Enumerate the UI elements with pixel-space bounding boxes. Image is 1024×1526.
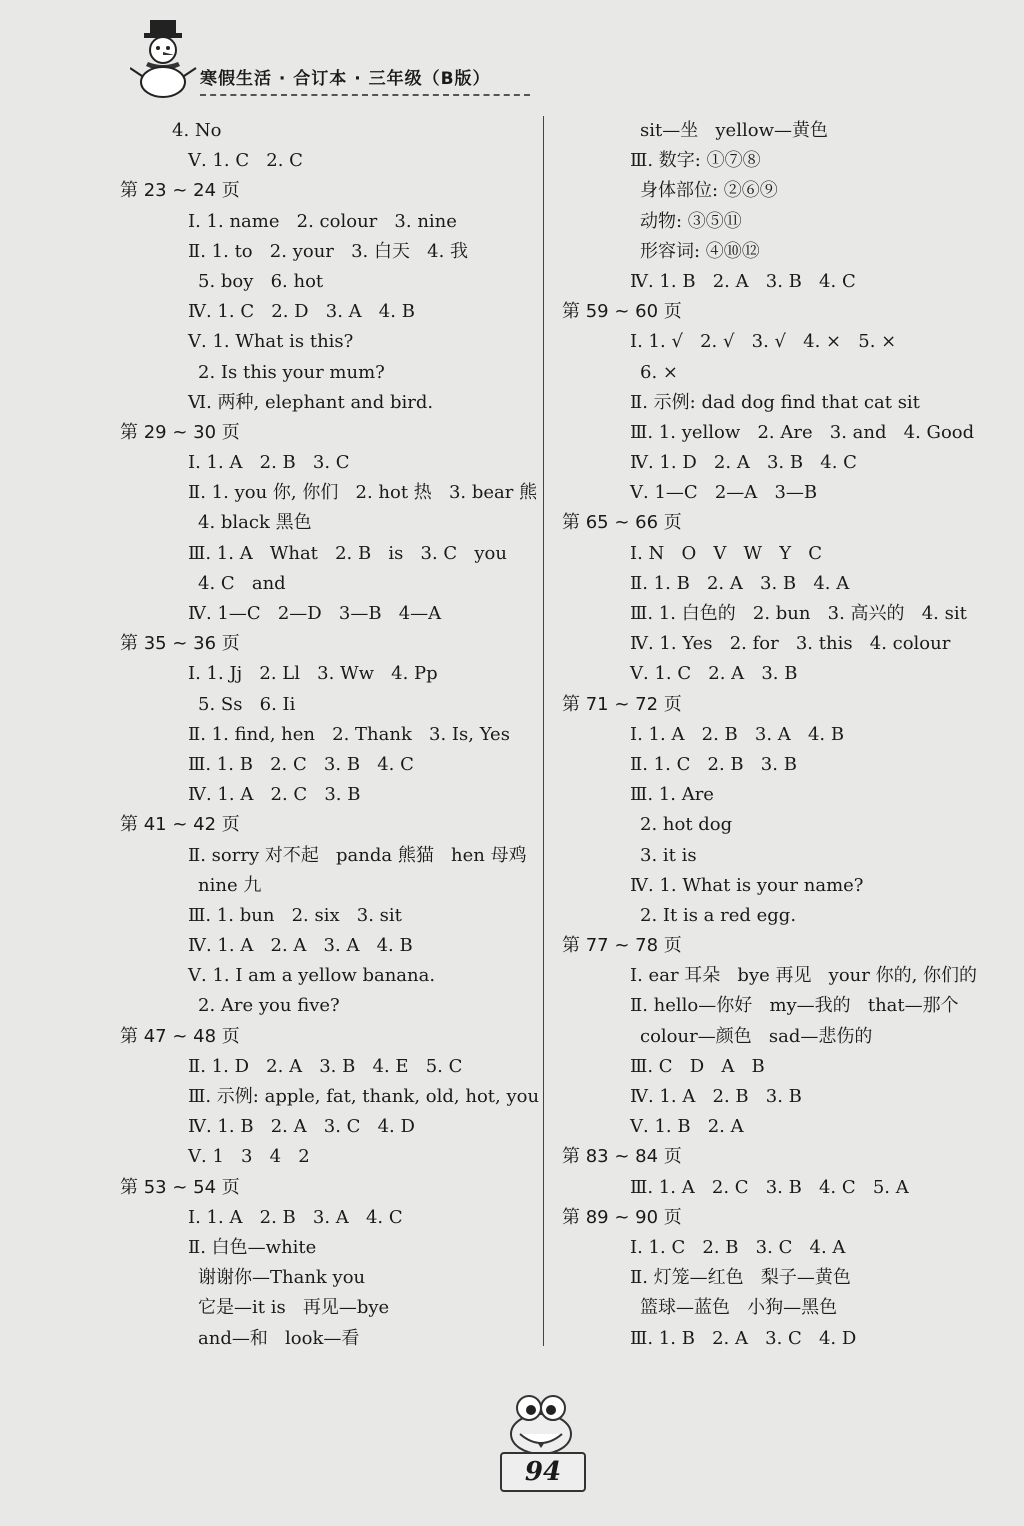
answer-line: Ⅰ. 1. A 2. B 3. A 4. C [188, 1206, 403, 1228]
answer-line: Ⅰ. 1. C 2. B 3. C 4. A [630, 1236, 846, 1258]
answer-line: Ⅳ. 1. C 2. D 3. A 4. B [188, 301, 415, 323]
answer-line: and—和 look—看 [198, 1327, 360, 1349]
section-heading: 第 47 ~ 48 页 [120, 1025, 240, 1047]
answer-line: Ⅳ. 1. A 2. B 3. B [630, 1086, 802, 1107]
answer-line: Ⅲ. 1. 白色的 2. bun 3. 高兴的 4. sit [630, 603, 967, 624]
answer-line: 4. No [172, 120, 222, 141]
answer-line: Ⅳ. 1. A 2. C 3. B [188, 784, 361, 806]
answer-line: Ⅲ. 1. yellow 2. Are 3. and 4. Good [630, 421, 975, 443]
answer-line: Ⅱ. 1. B 2. A 3. B 4. A [630, 572, 850, 594]
answer-line: Ⅲ. 1. B 2. C 3. B 4. C [188, 753, 414, 775]
answer-line: Ⅴ. 1. What is this? [188, 331, 354, 353]
answer-line: Ⅲ. 1. A What 2. B is 3. C you [188, 542, 507, 564]
page-number: 94 [500, 1452, 586, 1492]
answer-line: Ⅴ. 1 3 4 2 [188, 1146, 310, 1168]
answer-line: sit—坐 yellow—黄色 [640, 120, 828, 141]
answer-line: Ⅱ. 1. to 2. your 3. 白天 4. 我 [188, 240, 469, 262]
right-column [562, 116, 1002, 1354]
answer-line: 谢谢你—Thank you [198, 1267, 366, 1289]
section-heading: 第 29 ~ 30 页 [120, 421, 240, 443]
answer-line: 5. boy 6. hot [198, 270, 324, 292]
answer-line: Ⅲ. 1. bun 2. six 3. sit [188, 904, 402, 926]
answer-line: Ⅲ. 数字: ①⑦⑧ [630, 150, 761, 172]
answer-line: Ⅲ. 1. Are [630, 784, 714, 806]
answer-line: Ⅱ. sorry 对不起 panda 熊猫 hen 母鸡 [188, 844, 527, 866]
answer-line: Ⅱ. 1. C 2. B 3. B [630, 753, 797, 775]
section-heading: 第 65 ~ 66 页 [562, 512, 682, 534]
answer-line: Ⅲ. 示例: apple, fat, thank, old, hot, you [188, 1086, 540, 1107]
answer-line: colour—颜色 sad—悲伤的 [640, 1025, 873, 1047]
answer-line: Ⅲ. C D A B [630, 1055, 765, 1077]
answer-line: Ⅳ. 1. Yes 2. for 3. this 4. colour [630, 633, 951, 655]
answer-line: 3. it is [640, 844, 697, 866]
answer-line: 2. Is this your mum? [198, 361, 385, 383]
answer-line: 2. Are you five? [198, 995, 340, 1017]
column-divider [543, 116, 544, 1346]
answer-line: 身体部位: ②⑥⑨ [640, 180, 778, 202]
answer-line: Ⅰ. N O V W Y C [630, 542, 823, 564]
header-title: 寒假生活 · 合订本 · 三年级（B版） [200, 69, 491, 89]
section-heading: 第 23 ~ 24 页 [120, 180, 240, 202]
answer-line: Ⅴ. 1. B 2. A [630, 1116, 744, 1138]
answer-line: Ⅳ. 1—C 2—D 3—B 4—A [188, 603, 442, 624]
section-heading: 第 71 ~ 72 页 [562, 693, 682, 715]
section-heading: 第 35 ~ 36 页 [120, 633, 240, 655]
snowman-icon [130, 18, 200, 98]
answer-line: Ⅰ. ear 耳朵 bye 再见 your 你的, 你们的 [630, 965, 978, 987]
answer-line: 5. Ss 6. Ii [198, 693, 296, 715]
answer-line: Ⅴ. 1. C 2. A 3. B [630, 663, 798, 685]
answer-line: 它是—it is 再见—bye [198, 1297, 390, 1319]
header-rule [200, 94, 530, 96]
section-heading: 第 53 ~ 54 页 [120, 1176, 240, 1198]
answer-line: Ⅱ. 灯笼—红色 梨子—黄色 [630, 1267, 851, 1289]
page-header [130, 18, 530, 98]
section-heading: 第 59 ~ 60 页 [562, 301, 682, 323]
frog-icon [504, 1392, 578, 1458]
answer-line: 篮球—蓝色 小狗—黑色 [640, 1297, 838, 1319]
answer-line: Ⅲ. 1. B 2. A 3. C 4. D [630, 1327, 857, 1349]
answer-line: Ⅱ. 1. find, hen 2. Thank 3. Is, Yes [188, 723, 510, 745]
page-footer [496, 1392, 586, 1502]
answer-line: Ⅵ. 两种, elephant and bird. [188, 391, 434, 413]
answer-line: Ⅱ. 示例: dad dog find that cat sit [630, 391, 920, 413]
answer-line: Ⅳ. 1. A 2. A 3. A 4. B [188, 935, 413, 957]
answer-line: Ⅳ. 1. D 2. A 3. B 4. C [630, 452, 857, 474]
answer-line: Ⅳ. 1. B 2. A 3. B 4. C [630, 270, 856, 292]
answer-line: Ⅳ. 1. B 2. A 3. C 4. D [188, 1116, 415, 1138]
answer-line: Ⅰ. 1. name 2. colour 3. nine [188, 210, 457, 232]
answer-line: Ⅰ. 1. Jj 2. Ll 3. Ww 4. Pp [188, 663, 438, 685]
answer-line: 4. C and [198, 572, 286, 594]
answer-line: Ⅱ. 1. D 2. A 3. B 4. E 5. C [188, 1055, 463, 1077]
section-heading: 第 77 ~ 78 页 [562, 935, 682, 957]
answer-line: Ⅱ. hello—你好 my—我的 that—那个 [630, 995, 959, 1017]
answer-line: 形容词: ④⑩⑫ [640, 240, 760, 262]
section-heading: 第 89 ~ 90 页 [562, 1206, 682, 1228]
answer-line: Ⅴ. 1—C 2—A 3—B [630, 482, 818, 504]
answer-line: 2. hot dog [640, 814, 733, 836]
section-heading: 第 83 ~ 84 页 [562, 1146, 682, 1168]
answer-line: 4. black 黑色 [198, 512, 312, 534]
answer-line: Ⅱ. 白色—white [188, 1236, 317, 1258]
left-column [120, 116, 550, 1354]
answer-line: 6. × [640, 361, 678, 383]
answer-line: Ⅲ. 1. A 2. C 3. B 4. C 5. A [630, 1176, 909, 1198]
answer-line: Ⅴ. 1. I am a yellow banana. [188, 965, 436, 987]
answer-line: Ⅰ. 1. √ 2. √ 3. √ 4. × 5. × [630, 331, 897, 353]
answer-line: 动物: ③⑤⑪ [640, 210, 742, 232]
answer-line: 2. It is a red egg. [640, 904, 797, 926]
answer-line: Ⅱ. 1. you 你, 你们 2. hot 热 3. bear 熊 [188, 482, 538, 504]
answer-line: nine 九 [198, 874, 262, 896]
section-heading: 第 41 ~ 42 页 [120, 814, 240, 836]
answer-line: Ⅰ. 1. A 2. B 3. A 4. B [630, 723, 845, 745]
answer-line: Ⅳ. 1. What is your name? [630, 874, 864, 896]
answer-line: Ⅴ. 1. C 2. C [188, 150, 303, 172]
answer-line: Ⅰ. 1. A 2. B 3. C [188, 452, 350, 474]
